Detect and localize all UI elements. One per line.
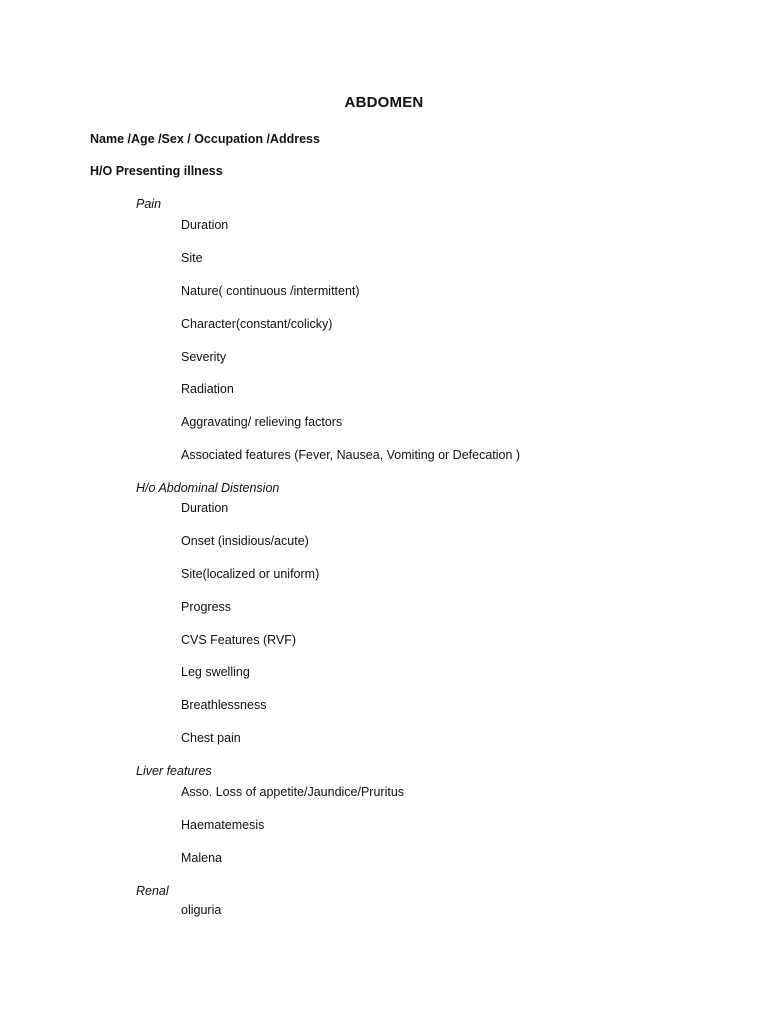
list-item: CVS Features (RVF) [181, 633, 297, 647]
list-item: Associated features (Fever, Nausea, Vomiting or Defecation ) [181, 448, 521, 462]
list-item: Progress [181, 600, 232, 614]
list-item: Duration [181, 501, 229, 515]
list-item: Radiation [181, 382, 234, 396]
list-item: Haematemesis [181, 818, 265, 832]
list-item: Chest pain [181, 731, 241, 745]
list-item: Severity [181, 350, 227, 364]
list-item: Character(constant/colicky) [181, 317, 333, 331]
presenting-illness-heading: H/O Presenting illness [90, 164, 223, 178]
section-heading-renal: Renal [136, 884, 169, 898]
list-item: oliguria [181, 903, 222, 917]
section-heading-liver-features: Liver features [136, 764, 212, 778]
list-item: Asso. Loss of appetite/Jaundice/Pruritus [181, 785, 405, 799]
list-item: Aggravating/ relieving factors [181, 415, 343, 429]
section-heading-pain: Pain [136, 197, 162, 211]
patient-details-line: Name /Age /Sex / Occupation /Address [90, 132, 320, 146]
list-item: Duration [181, 218, 229, 232]
list-item: Onset (insidious/acute) [181, 534, 309, 548]
document-title: ABDOMEN [344, 94, 424, 111]
list-item: Site [181, 251, 203, 265]
list-item: Nature( continuous /intermittent) [181, 284, 360, 298]
list-item: Breathlessness [181, 698, 267, 712]
list-item: Leg swelling [181, 665, 250, 679]
list-item: Site(localized or uniform) [181, 567, 320, 581]
section-heading-abdominal-distension: H/o Abdominal Distension [136, 481, 280, 495]
list-item: Malena [181, 851, 222, 865]
